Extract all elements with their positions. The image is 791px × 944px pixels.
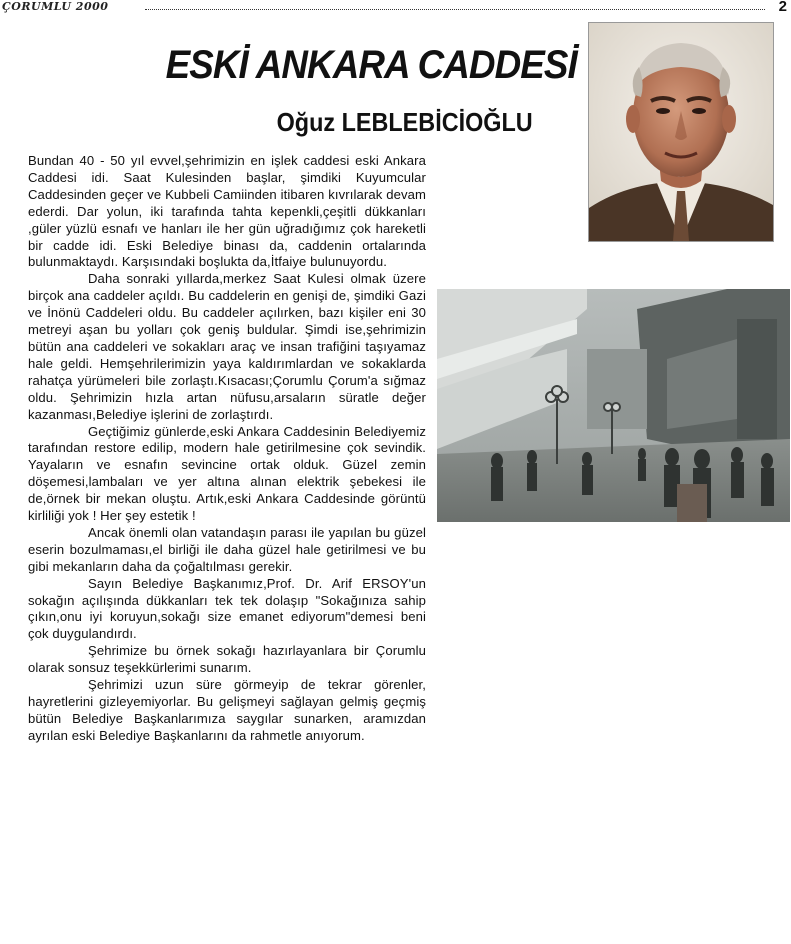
article-body [28,153,426,745]
article-paragraph: Şehrimizi uzun süre görmeyip de tekrar görenler, hayretlerini gizleyemiyorlar. Bu gelişmeyi sağlayan gelmiş geçmiş bütün Belediye Başkanlarımıza saygılar sunarken, aramızdan ayrılan eski Belediye Başkanlarını da rahmetle anıyorum. [28,677,426,743]
street-scene-illustration [437,289,790,522]
street-photo [437,289,790,522]
page-number: 2 [778,0,787,15]
magazine-brand: ÇORUMLU 2000 [2,0,109,13]
portrait-illustration [589,23,773,241]
author-portrait-photo [588,22,774,242]
article-title: ESKİ ANKARA CADDESİ [165,43,577,87]
article-paragraph: Daha sonraki yıllarda,merkez Saat Kulesi olmak üzere birçok ana caddeler açıldı. Bu caddelerin en genişi de, şimdiki Gazi ve İnönü Caddeleri oldu. Bu caddeler açılırken, bazı kişiler eni 30 metreyi aşan bu yolları çok geniş buldular. Şimdi ise,şehrimizin bütün ana caddeleri ve sokakları araç ve insan trafiğini taşıyamaz hale geldi. Hemşehrilerimizin yaya kaldırımlardan ve sokaklarda rahatça yürümeleri bile zorlaştı.Kısacası;Çorumlu Çorum'a sığmaz oldu. Şehrimizin hızla artan nüfusu,arsaların süratle değer kazanması,Belediye işlerini de zorlaştırdı. [28,271,426,422]
page-header [0,0,791,14]
article-paragraph: Bundan 40 - 50 yıl evvel,şehrimizin en işlek caddesi eski Ankara Caddesi idi. Saat Kulesinden başlar, şimdiki Kuyumcular Caddesinden geçer ve Kubbeli Camiinden itibaren kıvrılarak devam ederdi. Dar yolun, iki tarafında tahta kepenkli,çeşitli dükkanları ,güler yüzlü esnafı ve hanları ile her gün uğradığımız çok hareketli bir cadde idi. Eski Belediye binası da, caddenin ortalarında bulunmaktaydı. Karşısındaki boşlukta da,İtfaiye bulunuyordu. [28,153,426,270]
dotted-leader [145,9,765,10]
article-paragraph: Geçtiğimiz günlerde,eski Ankara Caddesinin Belediyemiz tarafından restore edilip, modern hale getirilmesine çok sevindik. Yayaların ve esnafın sevincine ortak olduk. Güzel zemin döşemesi,lambaları ve yer altına alınan elektrik şebekesi ile de,örnek bir mekan oluştu. Artık,eski Ankara Caddesinde görüntü kirliliği yok ! Her şey estetik ! [28,423,426,524]
article-paragraph: Ancak önemli olan vatandaşın parası ile yapılan bu güzel eserin bozulmaması,el birliği ile daha güzel hale getirilmesi ve bu gibi mekanların daha da çoğaltılması gerekir. [28,524,426,574]
article-paragraph: Sayın Belediye Başkanımız,Prof. Dr. Arif ERSOY'un sokağın açılışında dükkanları tek tek dolaşıp "Sokağınıza sahip çıkın,onu iyi koruyun,sokağı size emanet ediyorum"demesi beni çok duygulandırdı. [28,575,426,642]
article-author: Oğuz LEBLEBİCİOĞLU [276,107,533,137]
article-paragraph: Şehrimize bu örnek sokağı hazırlayanlara bir Çorumlu olarak sonsuz teşekkürlerimi sunarım. [28,643,426,676]
